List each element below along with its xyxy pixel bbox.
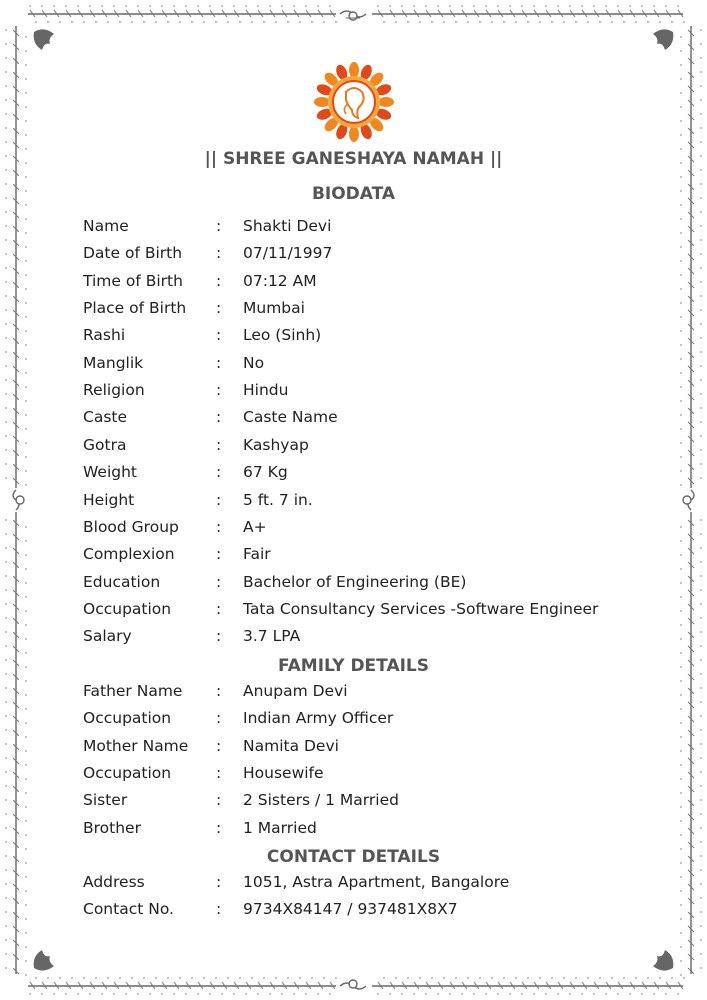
detail-value: A+ (243, 517, 267, 536)
detail-value: Tata Consultancy Services -Software Engineer (243, 599, 599, 618)
detail-value: 1 Married (243, 818, 317, 837)
detail-value: 1051, Astra Apartment, Bangalore (243, 873, 510, 891)
detail-label: Date of Birth (83, 244, 183, 263)
family-details-heading: FAMILY DETAILS (277, 656, 430, 676)
invocation-heading: || SHREE GANESHAYA NAMAH || (204, 149, 503, 169)
detail-label: Education (83, 572, 161, 591)
left-ornament-icon (13, 490, 24, 510)
detail-label: Brother (83, 818, 141, 837)
detail-separator: : (216, 381, 222, 400)
detail-label: Height (83, 490, 135, 509)
detail-separator: : (216, 572, 222, 591)
detail-label: Contact No. (83, 900, 174, 919)
detail-separator: : (216, 791, 222, 810)
detail-label: Blood Group (83, 517, 179, 536)
detail-separator: : (216, 818, 222, 837)
contact-details-heading: CONTACT DETAILS (266, 847, 441, 867)
detail-separator: : (216, 353, 222, 372)
detail-label: Weight (83, 463, 138, 482)
detail-label: Caste (83, 408, 128, 427)
detail-label: Complexion (83, 545, 175, 564)
detail-value: Fair (243, 545, 271, 564)
detail-label: Mother Name (83, 736, 189, 755)
detail-value: Caste Name (243, 408, 338, 427)
detail-separator: : (216, 709, 222, 728)
detail-value: 07:12 AM (243, 271, 317, 290)
detail-separator: : (216, 900, 222, 919)
ganesha-mandala-icon (312, 60, 396, 144)
detail-label: Occupation (83, 709, 172, 728)
detail-value: Mumbai (243, 299, 305, 318)
detail-label: Place of Birth (83, 299, 187, 318)
corner-bottom-left-icon (34, 950, 54, 971)
corner-top-left-icon (34, 29, 54, 50)
detail-label: Occupation (83, 599, 172, 618)
detail-separator: : (216, 408, 222, 427)
top-ornament-icon (340, 11, 366, 20)
detail-label: Gotra (83, 435, 127, 454)
detail-label: Occupation (83, 764, 172, 783)
detail-separator: : (216, 764, 222, 783)
detail-label: Address (83, 873, 145, 891)
detail-separator: : (216, 490, 222, 509)
detail-label: Salary (83, 627, 132, 646)
corner-top-right-icon (653, 29, 673, 50)
detail-separator: : (216, 873, 222, 891)
detail-separator: : (216, 299, 222, 318)
detail-separator: : (216, 736, 222, 755)
detail-value: Namita Devi (243, 736, 339, 755)
detail-separator: : (216, 627, 222, 646)
detail-value: 9734X84147 / 937481X8X7 (243, 900, 458, 919)
detail-value: No (243, 353, 265, 372)
detail-label: Name (83, 217, 129, 235)
detail-value: Leo (Sinh) (243, 326, 322, 345)
detail-separator: : (216, 326, 222, 345)
detail-label: Religion (83, 381, 145, 400)
detail-value: Anupam Devi (243, 682, 348, 700)
detail-separator: : (216, 244, 222, 263)
detail-label: Rashi (83, 326, 126, 345)
detail-label: Time of Birth (83, 271, 183, 290)
detail-value: 67 Kg (243, 463, 288, 482)
detail-separator: : (216, 271, 222, 290)
detail-value: Kashyap (243, 435, 309, 454)
detail-label: Sister (83, 791, 128, 810)
detail-label: Manglik (83, 353, 144, 372)
detail-label: Father Name (83, 682, 183, 700)
detail-value: Bachelor of Engineering (BE) (243, 572, 467, 591)
detail-value: Hindu (243, 381, 289, 400)
detail-value: 2 Sisters / 1 Married (243, 791, 399, 810)
detail-separator: : (216, 517, 222, 536)
right-ornament-icon (683, 490, 694, 510)
detail-separator: : (216, 599, 222, 618)
detail-separator: : (216, 463, 222, 482)
detail-separator: : (216, 435, 222, 454)
detail-value: Housewife (243, 764, 324, 783)
detail-separator: : (216, 682, 222, 700)
detail-value: Shakti Devi (243, 217, 332, 235)
biodata-title: BIODATA (311, 184, 396, 204)
bottom-ornament-icon (340, 980, 366, 989)
corner-bottom-right-icon (653, 950, 673, 971)
detail-separator: : (216, 545, 222, 564)
detail-separator: : (216, 217, 222, 235)
detail-value: 3.7 LPA (243, 627, 301, 646)
detail-value: 07/11/1997 (243, 244, 333, 263)
detail-value: Indian Army Officer (243, 709, 394, 728)
detail-value: 5 ft. 7 in. (243, 490, 313, 509)
